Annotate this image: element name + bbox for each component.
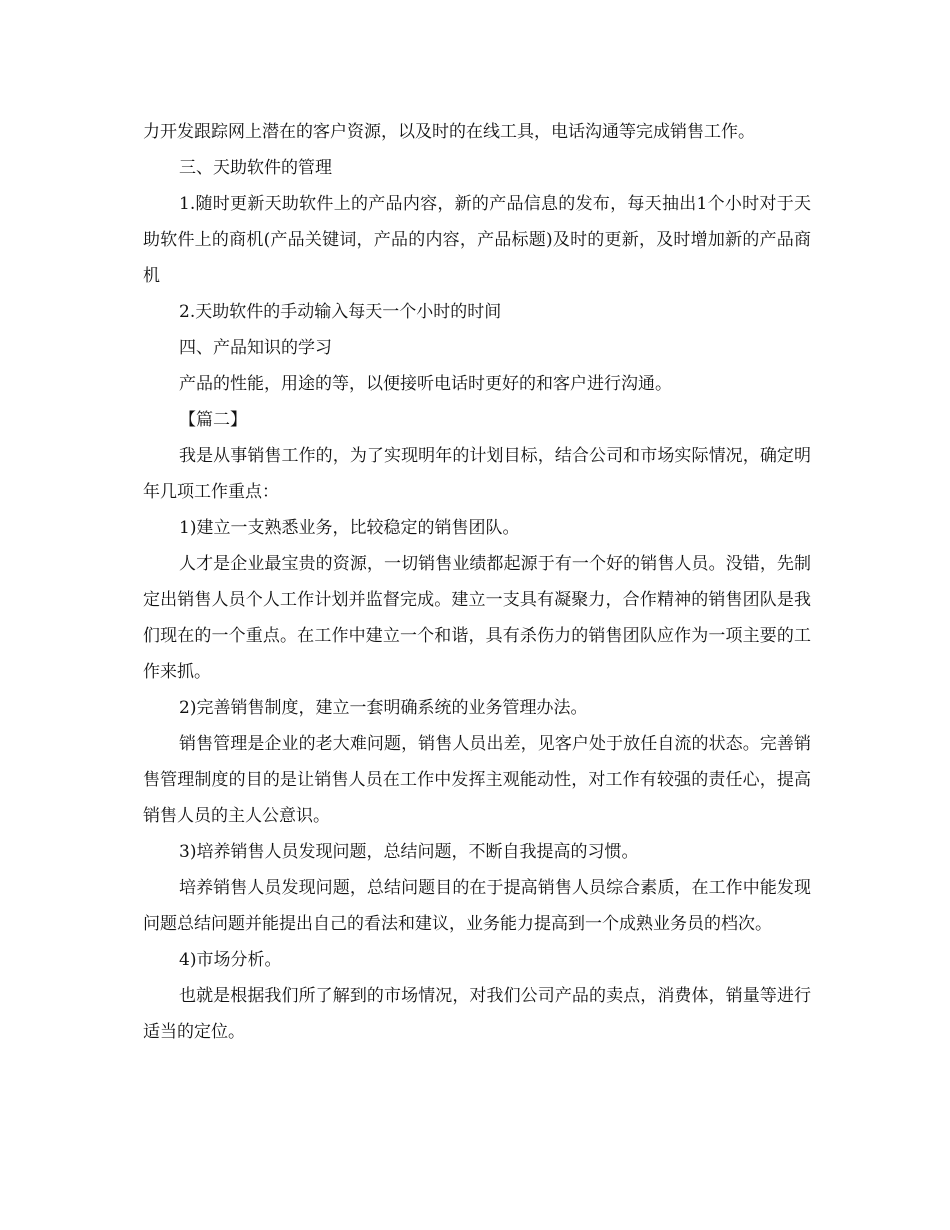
- section-heading-3: 三、天助软件的管理: [179, 158, 332, 178]
- paragraph: 产品的性能，用途的等，以便接听电话时更好的和客户进行沟通。: [179, 374, 672, 394]
- list-item-2: 2.天助软件的手动输入每天一个小时的时间: [179, 302, 502, 322]
- point-heading-2: 2)完善销售制度，建立一套明确系统的业务管理办法。: [179, 698, 588, 718]
- point-heading-4: 4)市场分析。: [179, 950, 282, 970]
- point-heading-3: 3)培养销售人员发现问题，总结问题，不断自我提高的习惯。: [179, 842, 639, 862]
- document-body: [143, 114, 811, 1050]
- list-item-1: 1.随时更新天助软件上的产品内容，新的产品信息的发布，每天抽出1个小时对于天助软件上的商机(产品关键词，产品的内容，产品标题)及时的更新，及时增加新的产品商机: [143, 194, 811, 286]
- paragraph: 销售管理是企业的老大难问题，销售人员出差，见客户处于放任自流的状态。完善销售管理制度的目的是让销售人员在工作中发挥主观能动性，对工作有较强的责任心，提高销售人员的主人公意识。: [143, 734, 811, 826]
- paragraph: 也就是根据我们所了解到的市场情况，对我们公司产品的卖点，消费体，销量等进行适当的定位。: [143, 986, 811, 1042]
- point-heading-1: 1)建立一支熟悉业务，比较稳定的销售团队。: [179, 518, 520, 538]
- section-heading-4: 四、产品知识的学习: [179, 338, 332, 358]
- paragraph: 人才是企业最宝贵的资源，一切销售业绩都起源于有一个好的销售人员。没错，先制定出销售人员个人工作计划并监督完成。建立一支具有凝聚力，合作精神的销售团队是我们现在的一个重点。在工作中建立一个和谐，具有杀伤力的销售团队应作为一项主要的工作来抓。: [143, 554, 811, 682]
- paragraph: 我是从事销售工作的，为了实现明年的计划目标，结合公司和市场实际情况，确定明年几项工作重点：: [143, 446, 811, 502]
- chapter-heading: 【篇二】: [179, 410, 247, 430]
- paragraph-continuation: 力开发跟踪网上潜在的客户资源，以及时的在线工具，电话沟通等完成销售工作。: [143, 122, 755, 142]
- paragraph: 培养销售人员发现问题，总结问题目的在于提高销售人员综合素质，在工作中能发现问题总结问题并能提出自己的看法和建议，业务能力提高到一个成熟业务员的档次。: [143, 878, 811, 934]
